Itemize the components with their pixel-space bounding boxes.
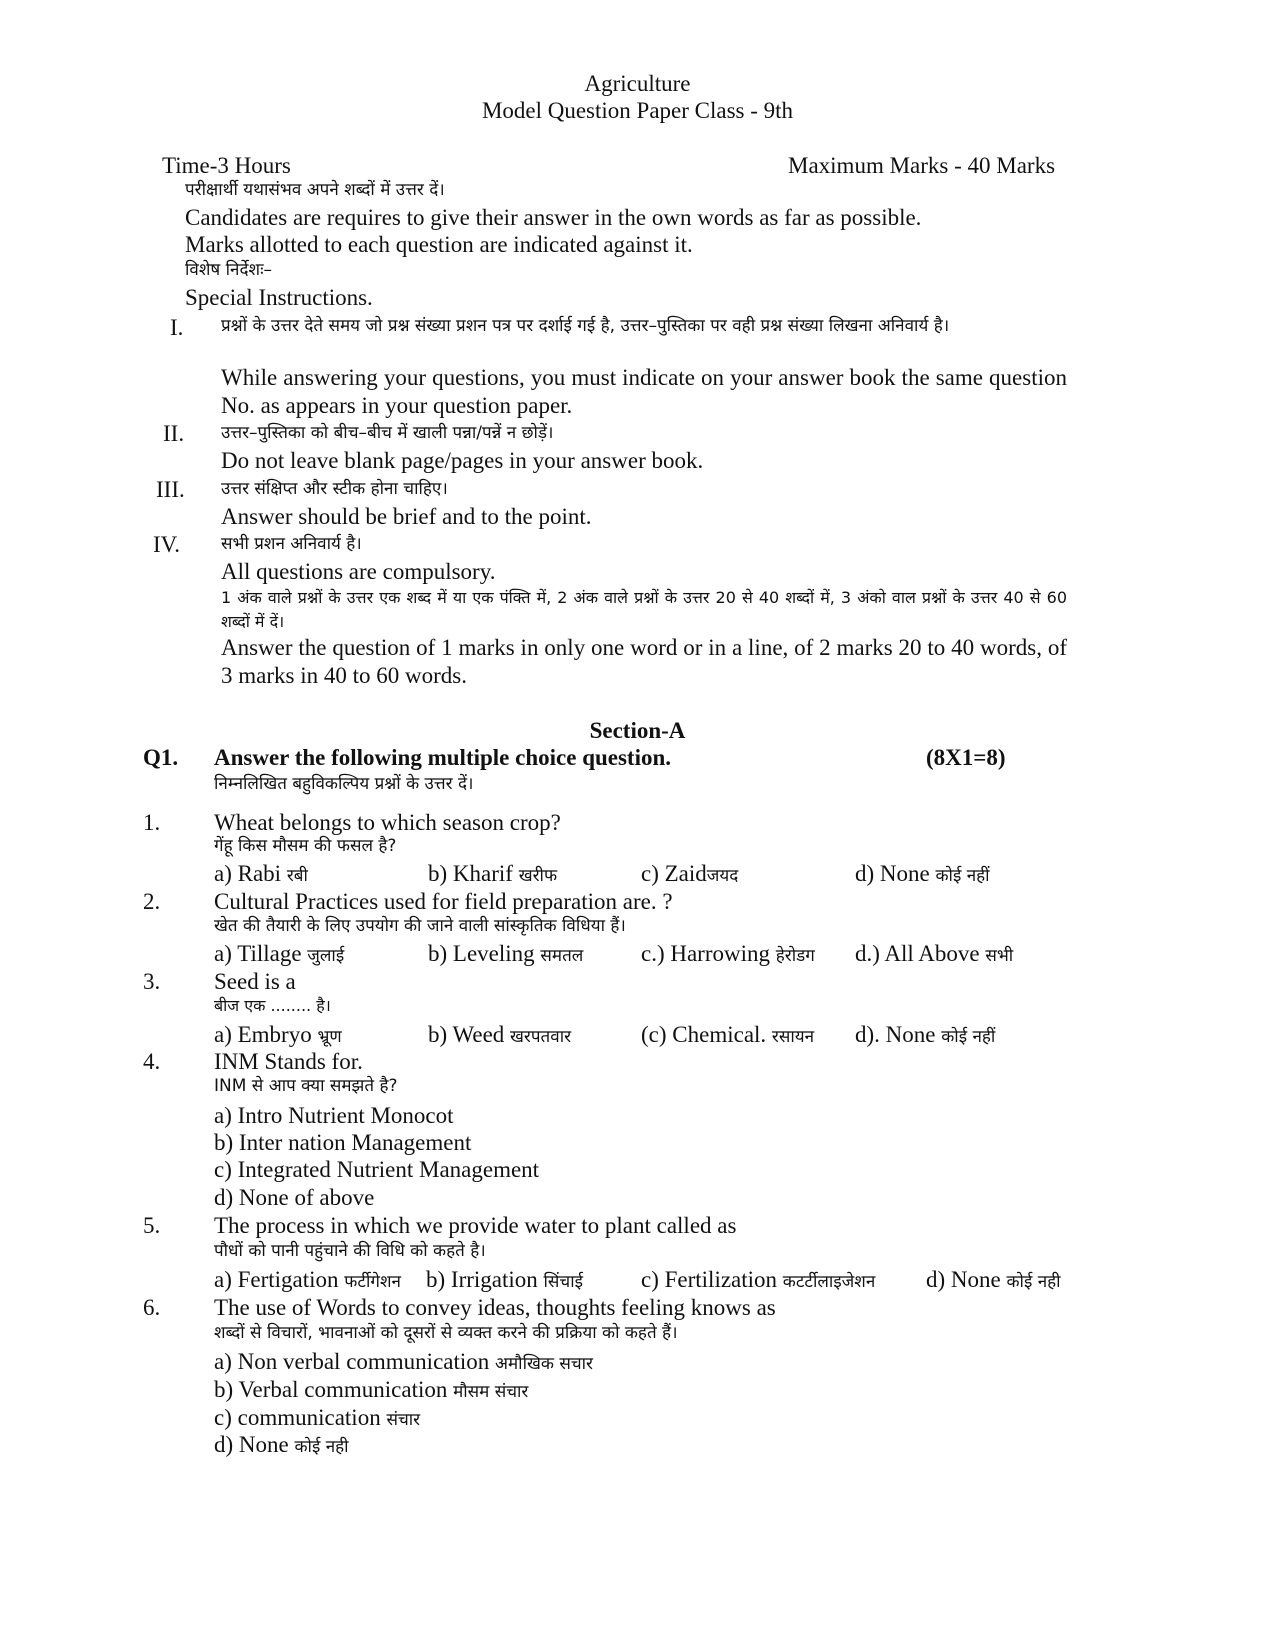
option-a: a) Non verbal communication अमौखिक सचार [214,1349,593,1374]
paper-title: Model Question Paper Class - 9th [481,98,794,123]
question-text-hindi: INM से आप क्या समझते है? [214,1076,398,1096]
option-d: d) None कोई नहीं [855,861,990,886]
instruction-number: II. [163,421,185,446]
instruction-hindi: उत्तर–पुस्तिका को बीच–बीच में खाली पन्ना/पन्नें न छोड़ें। [221,423,554,443]
option-c: c) Fertilization कटर्टीलाइजेशन [641,1267,876,1292]
option-d: d) None of above [214,1185,375,1210]
question-text: The process in which we provide water to plant called as [214,1213,737,1238]
option-c: c) communication संचार [214,1405,421,1430]
option-d: d) None कोई नही [926,1267,1061,1292]
instruction-number: I. [170,315,184,340]
option-b: b) Irrigation सिंचाई [426,1267,583,1292]
option-b: b) Verbal communication मौसम संचार [214,1377,529,1402]
question-number: 6. [143,1295,161,1320]
question-text: Cultural Practices used for field preparation are. ? [214,889,673,914]
question-text: Wheat belongs to which season crop? [214,810,561,835]
instruction-hindi: प्रश्नों के उत्तर देते समय जो प्रश्न संख्या प्रशन पत्र पर दर्शाई गई है, उत्तर–पुस्तिका पर वही प्रश्न संख्या लिखना अनिवार्य है। [221,316,950,336]
marks-note-hindi: 1 अंक वाले प्रश्नों के उत्तर एक शब्द में या एक पंक्ति में, 2 अंक वाले प्रश्नों के उत्तर 20 से 40 शब्दों में, 3 अंको वाल प्रश्नों के उत्तर 40 से 60 शब्दों में दें। [221,588,1067,631]
instruction-english: Answer should be brief and to the point. [221,504,592,529]
question-text-hindi: शब्दों से विचारों, भावनाओं को दूसरों से व्यक्त करने की प्रक्रिया को कहते हैं। [214,1323,678,1343]
marks-note-english: Answer the question of 1 marks in only one word or in a line, of 2 marks 20 to 40 words, of 3 marks in 40 to 60 words. [221,635,1067,688]
option-a: a) Intro Nutrient Monocot [214,1103,454,1128]
question-text-hindi: गेंहू किस मौसम की फसल है? [214,836,397,856]
time-allowed: Time-3 Hours [162,153,291,178]
option-a: a) Fertigation फर्टीगेशन [214,1267,401,1292]
general-instruction-english: Candidates are requires to give their answer in the own words as far as possible. [185,205,922,230]
question-label: Q1. [143,745,179,770]
option-b: b) Inter nation Management [214,1130,472,1155]
option-c: c) Zaidजयद [641,861,739,886]
question-number: 5. [143,1213,161,1238]
option-c: c) Integrated Nutrient Management [214,1157,540,1182]
instruction-english: All questions are compulsory. [221,559,496,584]
question-text-hindi: बीज एक ........ है। [214,996,331,1015]
section-title: Section-A [589,718,686,743]
subject-title: Agriculture [584,71,691,96]
special-instructions-heading: Special Instructions. [185,285,373,310]
option-a: a) Rabi रबी [214,861,308,886]
question-number: 2. [143,889,161,914]
option-a: a) Tillage जुलाई [214,941,345,966]
question-text: INM Stands for. [214,1049,363,1074]
option-b: b) Weed खरपतवार [428,1022,572,1047]
option-d: d). None कोई नहीं [855,1022,996,1047]
marks-allotted-note: Marks allotted to each question are indicated against it. [185,232,693,257]
option-b: b) Leveling समतल [428,941,584,966]
maximum-marks: Maximum Marks - 40 Marks [788,153,1056,178]
instruction-number: IV. [153,532,181,557]
instruction-english: Do not leave blank page/pages in your answer book. [221,448,704,473]
instruction-number: III. [156,477,185,502]
question-heading: Answer the following multiple choice question. [214,745,672,770]
instruction-english: While answering your questions, you must indicate on your answer book the same question No. as appears in your question paper. [221,365,1067,418]
option-b: b) Kharif खरीफ [428,861,558,886]
question-text-hindi: खेत की तैयारी के लिए उपयोग की जाने वाली सांस्कृतिक विधिया हैं। [214,916,626,936]
question-heading-hindi: निम्नलिखित बहुविकल्पिय प्रश्नों के उत्तर दें। [214,774,474,794]
option-c: c.) Harrowing हेरोडग [641,941,815,966]
question-text-hindi: पौधों को पानी पहुंचाने की विधि को कहते है। [214,1241,486,1261]
question-marks: (8X1=8) [926,745,1006,770]
special-instructions-hindi: विशेष निर्देशः– [185,260,273,280]
question-number: 4. [143,1049,161,1074]
instruction-hindi: उत्तर संक्षिप्त और स्टीक होना चाहिए। [221,479,448,499]
option-c: (c) Chemical. रसायन [641,1022,815,1047]
question-text: Seed is a [214,969,296,994]
option-a: a) Embryo भ्रूण [214,1022,342,1047]
question-text: The use of Words to convey ideas, thoughts feeling knows as [214,1295,776,1320]
question-number: 3. [143,969,161,994]
general-instruction-hindi: परीक्षार्थी यथासंभव अपने शब्दों में उत्तर दें। [185,180,445,200]
option-d: d.) All Above सभी [855,941,1014,966]
question-number: 1. [143,810,161,835]
option-d: d) None कोई नही [214,1432,349,1457]
instruction-hindi: सभी प्रशन अनिवार्य है। [221,534,362,554]
